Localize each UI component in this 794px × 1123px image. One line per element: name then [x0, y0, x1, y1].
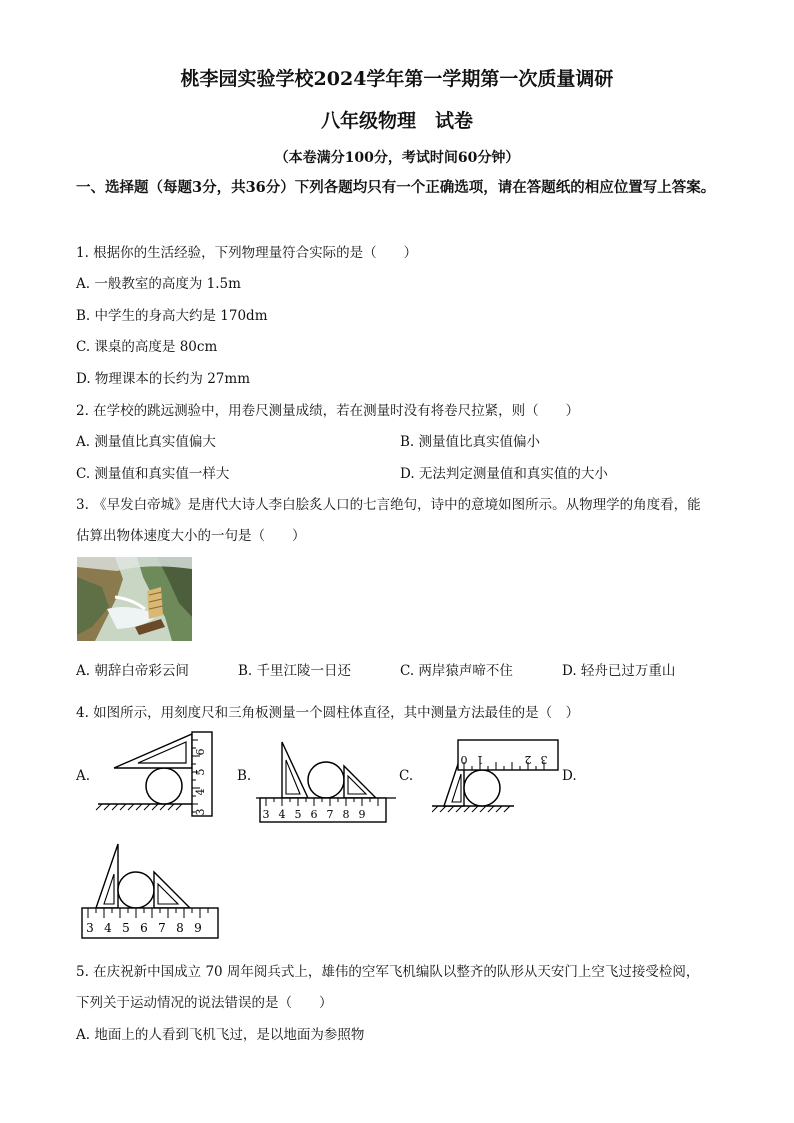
exam-title: 桃李园实验学校2024学年第一学期第一次质量调研: [180, 68, 614, 90]
q3-stem-line1: 3. 《早发白帝城》是唐代大诗人李白脍炙人口的七言绝句，诗中的意境如图所示。从物理学的角度看，能: [76, 497, 701, 513]
q3-option-c: C. 两岸猿声啼不住: [400, 663, 513, 679]
q4d-ruler-num-5: 8: [176, 921, 184, 935]
q3-option-d: D. 轻舟已过万重山: [562, 663, 676, 679]
q4b-ruler-num-4: 7: [326, 808, 334, 821]
q2-option-d: D. 无法判定测量值和真实值的大小: [400, 466, 608, 482]
q4a-ruler-num-1: 5: [194, 768, 207, 776]
q4a-ruler-num-0: 6: [194, 748, 207, 756]
q4b-ruler-num-3: 6: [310, 808, 318, 821]
q2-option-b: B. 测量值比真实值偏小: [400, 434, 541, 450]
q4a-ruler-num-2: 4: [194, 788, 207, 796]
q1-stem: 1. 根据你的生活经验，下列物理量符合实际的是（ ）: [76, 245, 418, 261]
q5-stem-line2: 下列关于运动情况的说法错误的是（ ）: [76, 995, 333, 1011]
q4d-ruler-num-6: 9: [194, 921, 202, 935]
exam-subtitle: 八年级物理 试卷: [320, 110, 473, 132]
q3-option-a: A. 朝辞白帝彩云间: [76, 663, 189, 679]
q4b-ruler-num-1: 4: [278, 808, 286, 821]
q4b-ruler-num-2: 5: [294, 808, 302, 821]
q4d-ruler-num-1: 4: [104, 921, 112, 935]
q4a-ruler-num-3: 3: [194, 808, 207, 816]
q1-option-d: D. 物理课本的长约为 27mm: [76, 371, 250, 387]
q4-label-a: A.: [76, 768, 91, 784]
exam-note: （本卷满分100分，考试时间60分钟）: [274, 150, 520, 166]
q4-label-d: D.: [562, 768, 577, 784]
q5-option-a: A. 地面上的人看到飞机飞过，是以地面为参照物: [76, 1027, 365, 1043]
q2-option-a: A. 测量值比真实值偏大: [76, 434, 216, 450]
q4-figure-b: [256, 730, 396, 826]
q3-option-b: B. 千里江陵一日还: [238, 663, 352, 679]
q1-option-a: A. 一般教室的高度为 1.5m: [76, 276, 241, 292]
q4d-ruler-num-3: 6: [140, 921, 148, 935]
q4d-ruler-num-0: 3: [86, 921, 94, 935]
q4d-ruler-num-4: 7: [158, 921, 166, 935]
q4-figure-c: [432, 736, 567, 824]
q4-figure-d: [78, 840, 223, 944]
q1-option-c: C. 课桌的高度是 80cm: [76, 339, 218, 355]
q4c-ruler-num-1: 1: [476, 753, 484, 766]
q4b-ruler-num-0: 3: [262, 808, 270, 821]
section-heading: 一、选择题（每题3分，共36分）下列各题均只有一个正确选项，请在答题纸的相应位置写上答案。: [76, 179, 716, 196]
q4-figure-a: [94, 728, 219, 820]
q3-stem-line2: 估算出物体速度大小的一句是（ ）: [76, 528, 306, 544]
q2-option-c: C. 测量值和真实值一样大: [76, 466, 230, 482]
q4c-ruler-num-3: 3: [540, 753, 548, 766]
q4b-ruler-num-6: 9: [358, 808, 366, 821]
q4c-ruler-num-0: 0: [460, 753, 468, 766]
q2-stem: 2. 在学校的跳远测验中，用卷尺测量成绩，若在测量时没有将卷尺拉紧，则（ ）: [76, 403, 580, 419]
q4b-ruler-num-5: 8: [342, 808, 350, 821]
q1-option-b: B. 中学生的身高大约是 170dm: [76, 308, 268, 324]
q4d-ruler-num-2: 5: [122, 921, 130, 935]
q4-label-b: B.: [237, 768, 252, 784]
poem-illustration: [77, 557, 192, 641]
q5-stem-line1: 5. 在庆祝新中国成立 70 周年阅兵式上，雄伟的空军飞机编队以整齐的队形从天安门上空飞过接受检阅，: [76, 964, 700, 980]
q4c-ruler-num-2: 2: [524, 753, 532, 766]
q4-label-c: C.: [399, 768, 414, 784]
q4-stem: 4. 如图所示，用刻度尺和三角板测量一个圆柱体直径，其中测量方法最佳的是（ ）: [76, 705, 580, 721]
